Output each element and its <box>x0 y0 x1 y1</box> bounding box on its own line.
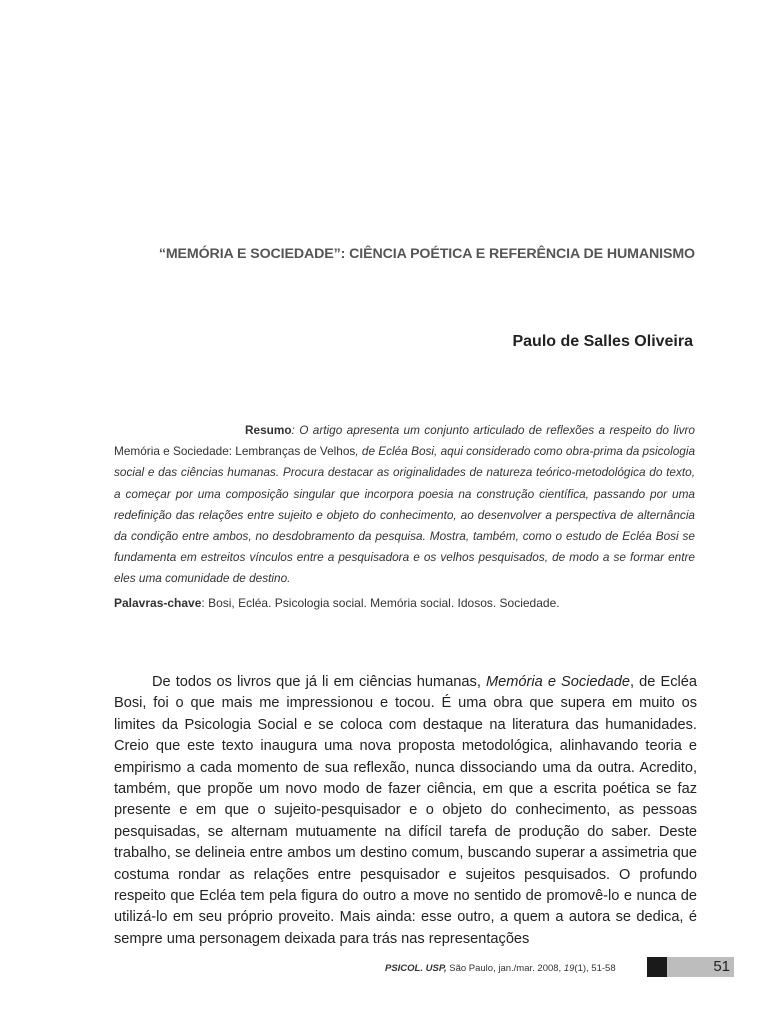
abstract-text-2: , de Ecléa Bosi, aqui considerado como obra-prima da psicologia social e das ciências humanas. Procura destacar as originalidades de natureza teórico-metodológica do texto, a começar por uma composição singular que incorpora poesia na construção científica, passando por uma redefinição das relações entre sujeito e objeto do conhecimento, ao desenvolver a perspectiva de alternância da condição entre ambos, no desdobramento da pesquisa. Mostra, também, como o estudo de Ecléa Bosi se fundamenta em estreitos vínculos entre a pesquisadora e os velhos pesquisados, de modo a se formar entre eles uma comunidade de destino. <box>114 444 696 586</box>
journal-name: PSICOL. USP, <box>385 963 447 974</box>
abstract-label: Resumo <box>245 423 292 437</box>
body-text-2: , de Ecléa Bosi, foi o que mais me impressionou e tocou. É uma obra que supera em muito os limites da Psicologia Social e se coloca com destaque na literatura das humanidades. Creio que este texto inaugura uma nova proposta metodológica, alinhavando teoria e empirismo a cada momento de sua reflexão, nunca dissociando uma da outra. Acredito, também, que propõe um novo modo de fazer ciência, em que a escrita poética se faz presente e em que o sujeito-pesquisador e o objeto do conhecimento, as pessoas pesquisadas, se alternam mutuamente na difícil tarefa de produção do saber. Deste trabalho, se delineia entre ambos um destino comum, buscando superar a assimetria que costuma rondar as relações entre pesquisador e sujeitos pesquisados. O profundo respeito que Ecléa tem pela figura do outro a move no sentido de promovê-lo e nunca de utilizá-lo em seu próprio proveito. Mais ainda: esse outro, a quem a autora se dedica, é sempre uma personagem deixada para trás nas representações <box>114 674 697 947</box>
body-paragraph <box>114 672 697 950</box>
keywords-label: Palavras-chave <box>114 596 202 610</box>
footer-issue-pages: (1), 51-58 <box>574 963 616 974</box>
abstract <box>114 420 695 590</box>
keywords <box>114 596 695 610</box>
abstract-paragraph <box>114 420 695 590</box>
body-text-1: De todos os livros que já li em ciências humanas, <box>152 674 486 690</box>
page-number: 51 <box>667 957 734 977</box>
author-name: Paulo de Salles Oliveira <box>512 333 693 350</box>
body-book-title: Memória e Sociedade <box>485 674 631 690</box>
footer-black-block <box>647 957 667 977</box>
abstract-book-title: Memória e Sociedade: Lembranças de Velhos <box>114 444 356 459</box>
article-title: “MEMÓRIA E SOCIEDADE”: CIÊNCIA POÉTICA E REFERÊNCIA DE HUMANISMO <box>158 246 695 262</box>
footer-citation <box>385 963 616 974</box>
footer-place-date: São Paulo, jan./mar. 2008, <box>446 963 564 974</box>
footer-volume: 19 <box>563 963 575 974</box>
keywords-text: : Bosi, Ecléa. Psicologia social. Memória social. Idosos. Sociedade. <box>201 596 560 610</box>
abstract-text-1: : O artigo apresenta um conjunto articulado de reflexões a respeito do livro <box>291 423 695 437</box>
